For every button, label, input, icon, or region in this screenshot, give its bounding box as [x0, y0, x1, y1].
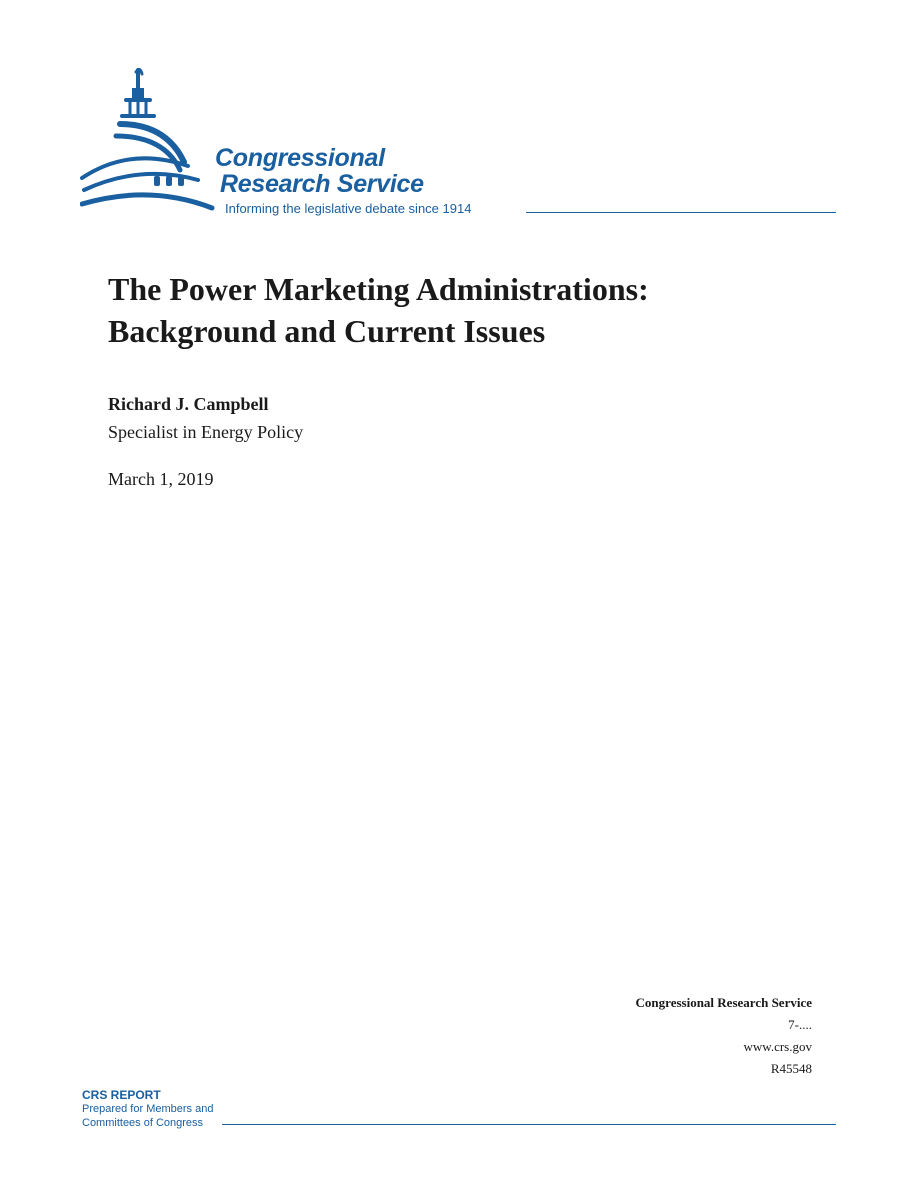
crs-logo — [80, 66, 840, 226]
footer-line-2: Committees of Congress — [82, 1117, 204, 1129]
meta-website: www.crs.gov — [743, 1039, 812, 1054]
report-title — [108, 268, 828, 352]
logo-tagline: Informing the legislative debate since 1914 — [225, 201, 472, 216]
footer-line-1: Prepared for Members and — [82, 1103, 214, 1115]
report-date: March 1, 2019 — [108, 469, 214, 489]
meta-org: Congressional Research Service — [635, 995, 812, 1010]
author-name: Richard J. Campbell — [108, 394, 269, 414]
meta-report-number: R45548 — [770, 1061, 812, 1076]
meta-code: 7-.... — [788, 1017, 812, 1032]
logo-line-congressional: Congressional — [215, 144, 385, 172]
author-role: Specialist in Energy Policy — [108, 422, 304, 442]
footer-divider — [222, 1124, 836, 1125]
report-title-line-1: The Power Marketing Administrations: — [108, 271, 649, 307]
capitol-dome-icon — [80, 66, 220, 218]
report-meta — [636, 992, 812, 1080]
footer — [82, 1088, 213, 1130]
report-title-line-2: Background and Current Issues — [108, 313, 546, 349]
logo-line-research-service: Research Service — [220, 170, 424, 198]
logo-divider — [526, 212, 836, 213]
footer-report-label: CRS REPORT — [82, 1088, 161, 1102]
